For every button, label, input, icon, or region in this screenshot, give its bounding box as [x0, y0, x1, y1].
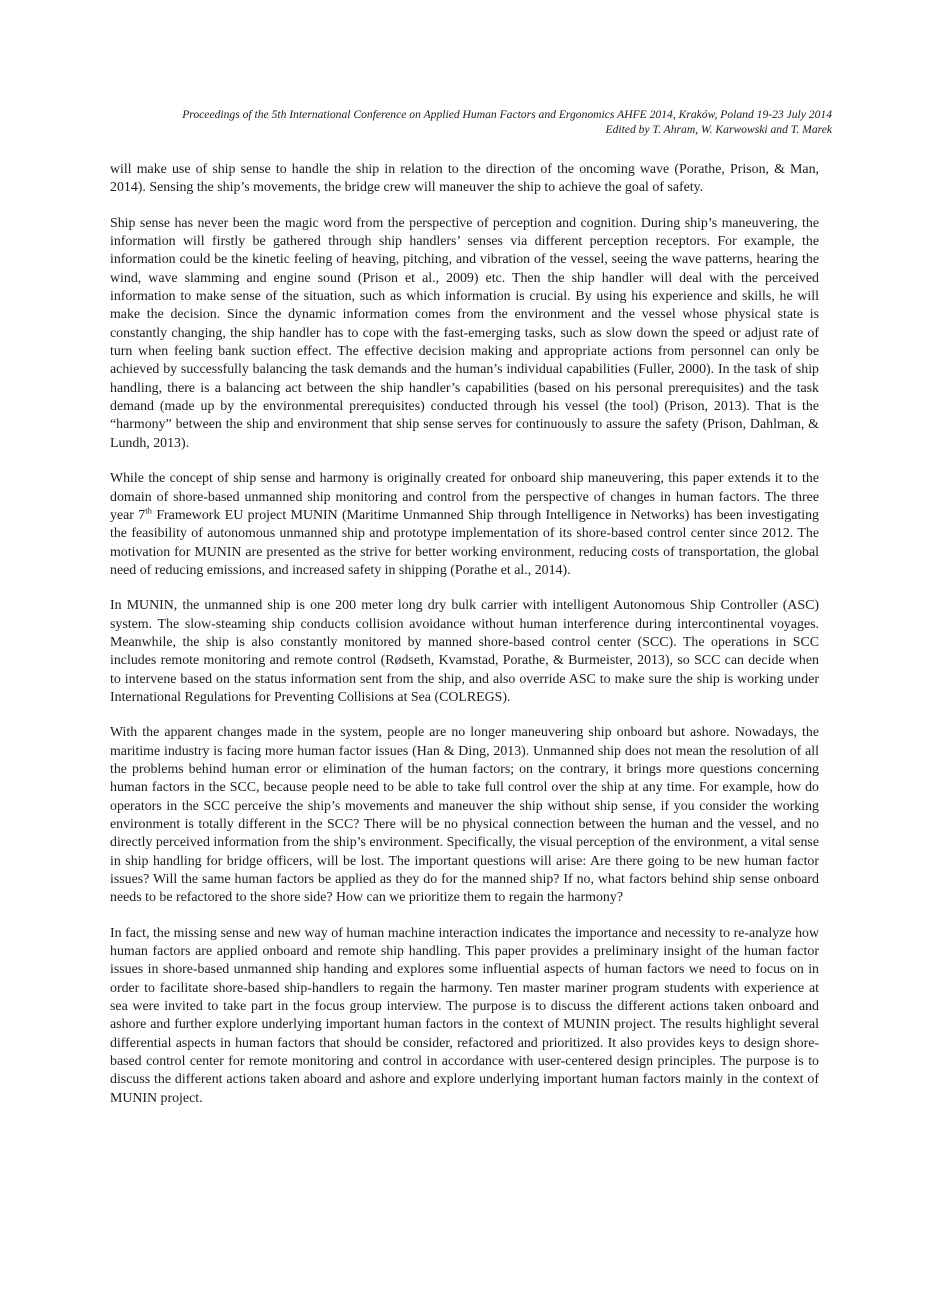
paragraph-2: Ship sense has never been the magic word from the perspective of perception and cognition. During ship’s maneuvering, the information will firstly be gathered through ship handlers’ senses via different perception receptors. For example, the information could be the kinetic feeling of heaving, pitching, and vibration of the vessel, seeing the wave patterns, hearing the wind, wave slamming and engine sound (Prison et al., 2009) etc. Then the ship handler will deal with the perceived information to make sense of the situation, such as which information is crucial. By using his experience and skills, he will make the decision. Since the dynamic information comes from the environment and the vessel whose physical state is constantly changing, the ship handler has to cope with the fast-emerging tasks, such as slow down the speed or adjust rate of turn when feeling bank suction effect. The effective decision making and appropriate actions from personnel can only be achieved by successfully balancing the task demands and the human’s individual capabilities (Fuller, 2000). In the task of ship handling, there is a balancing act between the ship handler’s capabilities (based on his personal prerequisites) and the task demand (made up by the environmental prerequisites) conducted through his vessel (the tool) (Prison, 2013). That is the “harmony” between the ship and environment that ship sense serves for continuously to assure the safety (Prison, Dahlman, & Lundh, 2013). [110, 215, 819, 451]
header-editors-line: Edited by T. Ahram, W. Karwowski and T. Marek [605, 123, 832, 137]
paragraph-4: In MUNIN, the unmanned ship is one 200 meter long dry bulk carrier with intelligent Autonomous Ship Controller (ASC) system. The slow-steaming ship conducts collision avoidance without human interference during intercontinental voyages. Meanwhile, the ship is also constantly monitored by manned shore-based control center (SCC). The operations in SCC includes remote monitoring and remote control (Rødseth, Kvamstad, Porathe, & Burmeister, 2013), so SCC can decide when to intervene based on the status information sent from the ship, and also override ASC to make sure the ship is working under International Regulations for Preventing Collisions at Sea (COLREGS). [110, 598, 819, 705]
paragraph-5: With the apparent changes made in the system, people are no longer maneuvering ship onboard but ashore. Nowadays, the maritime industry is facing more human factor issues (Han & Ding, 2013). Unmanned ship does not mean the resolution of all the problems behind human error or elimination of the human factors; on the contrary, it brings more questions concerning human factors in the SCC, because people need to be able to take full control over the ship at any time. For example, how do operators in the SCC perceive the ship’s movements and maneuver the ship without ship sense, if you consider the working environment is totally different in the SCC? There will be no physical connection between the human and the vessel, and no directly perceived information from the ship’s environment. Specifically, the visual perception of the environment, a vital sense in ship handling for bridge officers, will be lost. The important questions will arise: Are there going to be new human factor issues? Will the same human factors be applied as they do for the manned ship? If no, what factors behind ship sense onboard needs to be refactored to the shore side? How can we prioritize them to regain the harmony? [110, 725, 819, 906]
paragraph-1: will make use of ship sense to handle the ship in relation to the direction of the oncoming wave (Porathe, Prison, & Man, 2014). Sensing the ship’s movements, the bridge crew will maneuver the ship to achieve the goal of safety. [110, 162, 819, 196]
paragraph-3-text-continued: Framework EU project MUNIN (Maritime Unmanned Ship through Intelligence in Networks) has been investigating the feasibility of autonomous unmanned ship and prototype implementation of its shore-based control center since 2012. The motivation for MUNIN are presented as the strive for better working environment, reducing costs of transportation, the global need of reducing emissions, and increased safety in shipping (Porathe et al., 2014). [110, 507, 819, 578]
ordinal-superscript: th [145, 505, 152, 516]
paragraph-6: In fact, the missing sense and new way of human machine interaction indicates the importance and necessity to re-analyze how human factors are applied onboard and remote ship handling. This paper provides a preliminary insight of the human factor issues in shore-based unmanned ship handing and explores some influential aspects of human factors we need to focus on in order to facilitate shore-based ship-handlers to regain the harmony. Ten master mariner program students with experience at sea were invited to take part in the focus group interview. The purpose is to discuss the different actions taken onboard and ashore and further explore underlying important human factors in the context of MUNIN project. The results highlight several differential aspects in human factors that should be consider, refactored and prioritized. It also provides keys to design shore-based control center for remote monitoring and control in accordance with user-centered design principles. The purpose is to discuss the different actions taken aboard and ashore and explore underlying important human factors mainly in the context of MUNIN project. [110, 925, 819, 1106]
running-header [95, 107, 832, 138]
page-body-text [110, 161, 819, 1108]
paragraph-3 [110, 470, 819, 580]
paragraph-3-text: While the concept of ship sense and harmony is originally created for onboard ship maneuvering, this paper extends it to the domain of shore-based unmanned ship monitoring and control from the perspective of changes in human factors. The three year 7 [110, 471, 819, 523]
header-proceedings-line: Proceedings of the 5th International Conference on Applied Human Factors and Ergonomics AHFE 2014, Kraków, Poland 19-23 July 2014 [182, 108, 832, 121]
